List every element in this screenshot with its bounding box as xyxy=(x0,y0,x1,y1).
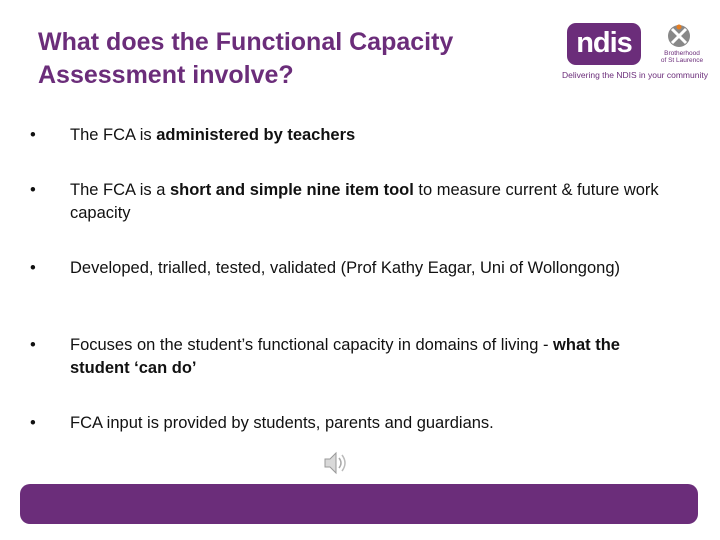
partner-name-line-2: of St Laurence xyxy=(660,57,704,64)
bullet-marker: • xyxy=(30,414,36,432)
bullet-text xyxy=(70,124,680,147)
bullet-text-emphasis: what the student ‘can do’ xyxy=(70,336,620,377)
logo-block xyxy=(562,20,710,82)
bullet-text-part: to measure current & future work capacity xyxy=(70,181,659,222)
bullet-marker: • xyxy=(30,126,36,144)
logo-tagline: Delivering the NDIS in your community xyxy=(562,70,708,80)
slide-title-line-2: Assessment involve? xyxy=(38,61,294,89)
bullet-text-part: Focuses on the student’s functional capacity in domains of living - xyxy=(70,336,554,354)
brotherhood-cross-icon xyxy=(667,24,691,48)
ndis-logo: ndis xyxy=(567,23,641,65)
bullet-marker: • xyxy=(30,336,36,354)
partner-name-line-1: Brotherhood xyxy=(664,50,700,57)
bullet-text xyxy=(70,257,680,280)
bullet-text-part: FCA input is provided by students, parents and guardians. xyxy=(70,414,494,432)
bullet-text-part: The FCA is xyxy=(70,126,157,144)
bullet-text-part: The FCA is a xyxy=(70,181,170,199)
bullet-text-emphasis: short and simple nine item tool xyxy=(169,181,414,199)
bullet-text-emphasis: administered by teachers xyxy=(156,126,356,144)
footer-bar xyxy=(20,484,698,524)
bullet-marker: • xyxy=(30,259,36,277)
slide-title xyxy=(38,26,538,92)
bullet-text xyxy=(70,412,680,435)
bullet-text xyxy=(70,334,680,380)
partner-name xyxy=(658,50,706,64)
bullet-text xyxy=(70,179,680,225)
bullet-text-part: Developed, trialled, tested, validated (Prof Kathy Eagar, Uni of Wollongong) xyxy=(70,259,621,277)
slide-title-line-1: What does the Functional Capacity xyxy=(38,28,454,56)
speaker-icon[interactable] xyxy=(322,449,350,477)
bullet-marker: • xyxy=(30,181,36,199)
